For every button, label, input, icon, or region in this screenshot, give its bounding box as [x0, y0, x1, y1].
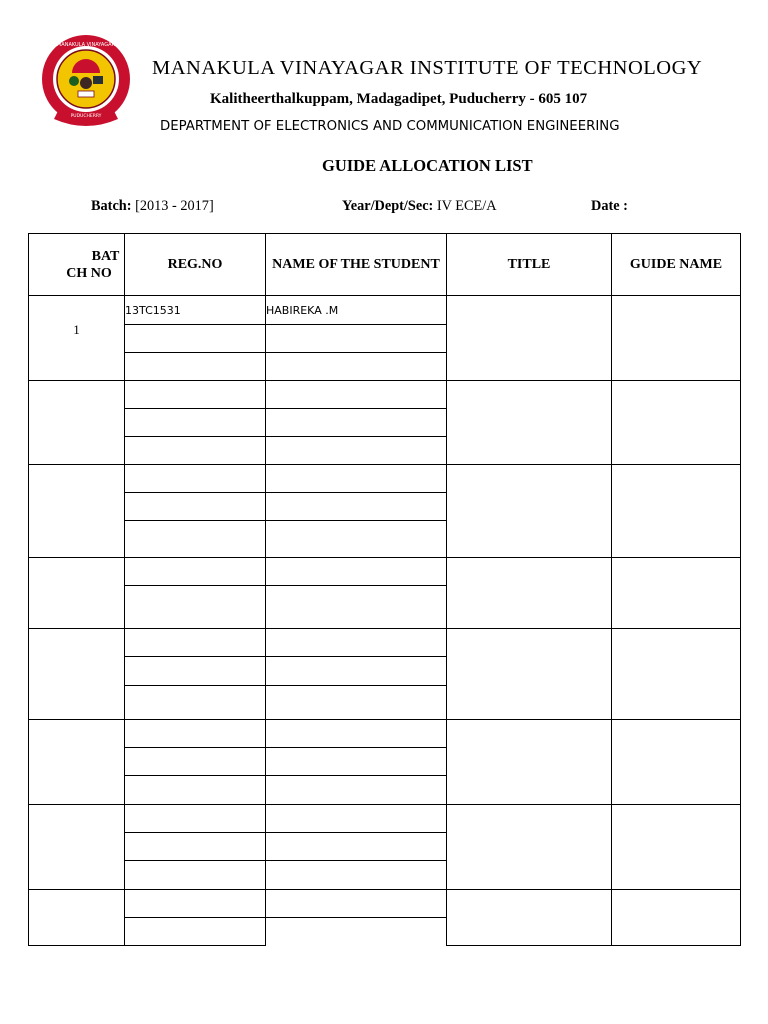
reg-no-cell[interactable]: [125, 686, 266, 720]
table-row: [29, 296, 741, 325]
institution-address: Kalitheerthalkuppam, Madagadipet, Puducherry - 605 107: [210, 91, 588, 107]
year-dept-sec-info: [342, 198, 497, 215]
student-name-cell[interactable]: [266, 409, 447, 437]
student-name-cell[interactable]: [266, 890, 447, 918]
batch-info: [91, 198, 214, 215]
guide-name-cell[interactable]: [612, 720, 741, 805]
student-name-cell[interactable]: [266, 657, 447, 686]
guide-name-cell[interactable]: [612, 629, 741, 720]
student-name-cell[interactable]: [266, 629, 447, 657]
student-name-cell[interactable]: [266, 353, 447, 381]
reg-no-cell[interactable]: [125, 918, 266, 946]
batch-number-cell[interactable]: [29, 890, 125, 946]
batch-value: [2013 - 2017]: [135, 198, 214, 214]
reg-no-cell[interactable]: [125, 629, 266, 657]
table-row: [29, 381, 741, 409]
guide-name-cell[interactable]: [612, 890, 741, 946]
reg-no-cell[interactable]: [125, 437, 266, 465]
title-cell[interactable]: [447, 465, 612, 558]
reg-no-cell[interactable]: [125, 558, 266, 586]
student-name-cell[interactable]: [266, 437, 447, 465]
student-name-cell[interactable]: [266, 686, 447, 720]
reg-no-cell[interactable]: [125, 521, 266, 558]
reg-no-cell[interactable]: [125, 805, 266, 833]
table-row: [29, 890, 741, 918]
date-info: [591, 198, 628, 215]
student-name-cell[interactable]: [266, 558, 447, 586]
reg-no-cell[interactable]: [125, 657, 266, 686]
title-cell[interactable]: [447, 296, 612, 381]
batch-number-cell[interactable]: [29, 629, 125, 720]
student-name-cell[interactable]: [266, 776, 447, 805]
institution-name: MANAKULA VINAYAGAR INSTITUTE OF TECHNOLOGY: [152, 57, 703, 79]
student-name-cell[interactable]: [266, 805, 447, 833]
guide-name-cell[interactable]: [612, 381, 741, 465]
reg-no-cell[interactable]: [125, 861, 266, 890]
reg-no-cell[interactable]: [125, 720, 266, 748]
year-label: Year/Dept/Sec:: [342, 198, 434, 214]
reg-no-cell[interactable]: [125, 381, 266, 409]
batch-number-cell: [29, 296, 125, 381]
table-header-row: [29, 234, 741, 296]
header-reg-no: REG.NO: [125, 234, 266, 296]
student-name-cell[interactable]: [266, 465, 447, 493]
title-cell[interactable]: [447, 381, 612, 465]
guide-name-cell[interactable]: [612, 465, 741, 558]
student-name-cell[interactable]: [266, 325, 447, 353]
batch-number-cell[interactable]: [29, 720, 125, 805]
student-name-cell[interactable]: [266, 381, 447, 409]
batch-number-cell[interactable]: [29, 558, 125, 629]
title-cell[interactable]: [447, 890, 612, 946]
guide-name-cell[interactable]: [612, 558, 741, 629]
svg-text:MANAKULA VINAYAGAR: MANAKULA VINAYAGAR: [56, 42, 116, 48]
header-student-name: NAME OF THE STUDENT: [266, 234, 447, 296]
reg-no-cell[interactable]: [125, 776, 266, 805]
title-cell[interactable]: [447, 629, 612, 720]
guide-name-cell[interactable]: [612, 805, 741, 890]
student-name-cell[interactable]: [266, 861, 447, 890]
reg-no-cell[interactable]: [125, 325, 266, 353]
batch-number: 1: [73, 322, 80, 337]
reg-no-cell[interactable]: [125, 890, 266, 918]
batch-label: Batch:: [91, 198, 132, 214]
student-name-cell[interactable]: [266, 493, 447, 521]
title-cell[interactable]: [447, 805, 612, 890]
reg-no-cell[interactable]: [125, 833, 266, 861]
student-name-cell[interactable]: [266, 833, 447, 861]
batch-number-cell[interactable]: [29, 465, 125, 558]
title-cell[interactable]: [447, 720, 612, 805]
table-row: [29, 805, 741, 833]
department-name: DEPARTMENT OF ELECTRONICS AND COMMUNICATION ENGINEERING: [160, 119, 620, 134]
batch-number-cell[interactable]: [29, 381, 125, 465]
date-label: Date :: [591, 198, 628, 214]
student-name-cell: [266, 918, 447, 946]
student-name-cell[interactable]: [266, 521, 447, 558]
institute-logo: [38, 33, 134, 129]
student-name-cell[interactable]: [266, 586, 447, 629]
reg-no-cell[interactable]: [125, 409, 266, 437]
document-title: GUIDE ALLOCATION LIST: [322, 156, 533, 175]
reg-no-cell[interactable]: [125, 586, 266, 629]
student-name-cell[interactable]: [266, 748, 447, 776]
reg-no-cell[interactable]: [125, 465, 266, 493]
batch-number-cell[interactable]: [29, 805, 125, 890]
table-row: [29, 465, 741, 493]
svg-text:PUDUCHERRY: PUDUCHERRY: [70, 114, 102, 119]
student-name-cell[interactable]: HABIREKA .M: [266, 296, 447, 325]
title-cell[interactable]: [447, 558, 612, 629]
guide-name-cell[interactable]: [612, 296, 741, 381]
header-title: TITLE: [447, 234, 612, 296]
year-value: IV ECE/A: [436, 198, 497, 214]
reg-no-cell[interactable]: 13TC1531: [125, 296, 266, 325]
table-row: [29, 629, 741, 657]
reg-no-cell[interactable]: [125, 493, 266, 521]
table-row: [29, 720, 741, 748]
table-row: [29, 558, 741, 586]
student-name-cell[interactable]: [266, 720, 447, 748]
guide-allocation-table: [28, 233, 741, 946]
header-guide-name: GUIDE NAME: [612, 234, 741, 296]
header-batch-no: BAT CH NO: [29, 234, 125, 296]
reg-no-cell[interactable]: [125, 353, 266, 381]
reg-no-cell[interactable]: [125, 748, 266, 776]
